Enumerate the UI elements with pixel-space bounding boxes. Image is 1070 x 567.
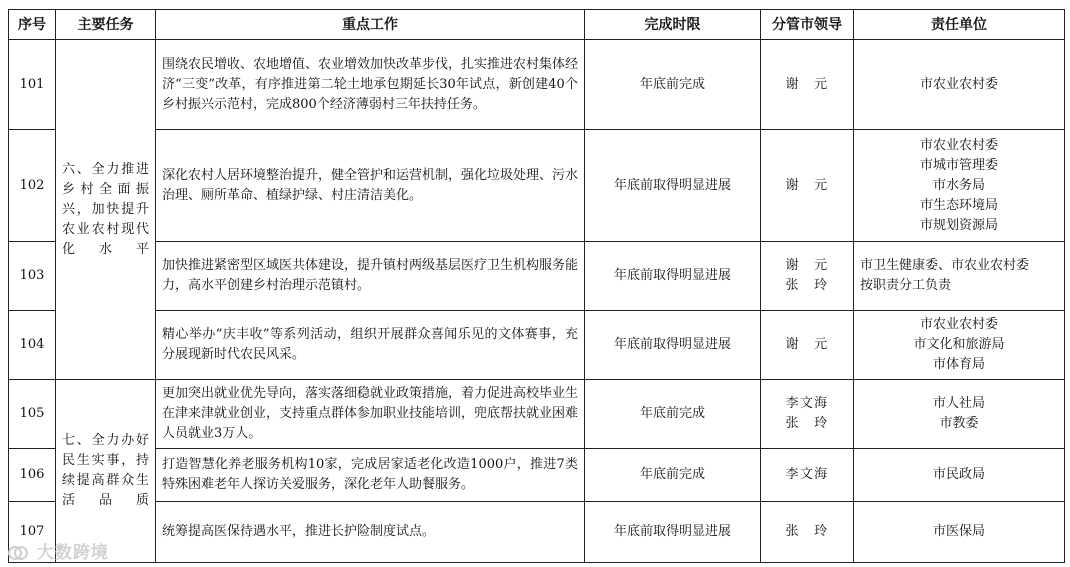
table-row	[9, 449, 1065, 502]
seq-cell: 104	[9, 311, 56, 380]
unit-name: 市民政局	[932, 467, 985, 482]
task-cell: 六、全力推进乡村全面振兴，加快提升农业农村现代化水平	[56, 40, 156, 380]
deadline-cell: 年底前完成	[585, 40, 761, 130]
unit-name: 市水务局	[932, 177, 985, 193]
header-unit: 责任单位	[854, 10, 1065, 40]
seq-cell: 102	[9, 130, 56, 242]
leader-cell	[761, 242, 854, 311]
unit-name: 市教委	[939, 416, 979, 431]
deadline-cell: 年底前取得明显进展	[585, 311, 761, 380]
unit-cell	[854, 311, 1065, 380]
deadline-cell: 年底前取得明显进展	[585, 242, 761, 311]
unit-name: 市农业农村委	[919, 76, 998, 92]
deadline-cell: 年底前取得明显进展	[585, 130, 761, 242]
watermark-text: 大数跨境	[36, 543, 109, 563]
unit-cell	[854, 40, 1065, 130]
work-cell: 更加突出就业优先导向，落实落细稳就业政策措施，着力促进高校毕业生在津来津就业创业，支持重点群体参加职业技能培训，兜底帮扶就业困难人员就业3万人。	[156, 380, 585, 449]
leader-name: 张 玲	[785, 416, 829, 431]
header-task: 主要任务	[56, 10, 156, 40]
header-seq: 序号	[9, 10, 56, 40]
leader-cell	[761, 311, 854, 380]
deadline-cell: 年底前完成	[585, 449, 761, 502]
deadline-cell: 年底前完成	[585, 380, 761, 449]
unit-name: 市城市管理委	[919, 157, 998, 173]
unit-cell	[854, 502, 1065, 563]
unit-cell	[854, 242, 1065, 311]
leader-name: 谢 元	[785, 76, 829, 92]
work-cell: 打造智慧化养老服务机构10家，完成居家适老化改造1000户，推进7类特殊困难老年人探访关爱服务，深化老年人助餐服务。	[156, 449, 585, 502]
table-row	[9, 242, 1065, 311]
table-row	[9, 40, 1065, 130]
table-row	[9, 311, 1065, 380]
unit-name: 市农业农村委	[919, 317, 998, 332]
seq-cell: 101	[9, 40, 56, 130]
leader-name: 谢 元	[785, 258, 829, 273]
header-row	[9, 10, 1065, 40]
leader-name: 李文海	[785, 396, 829, 411]
watermark-logo-icon	[8, 544, 28, 562]
unit-name: 市生态环境局	[919, 197, 998, 213]
leader-cell	[761, 449, 854, 502]
work-cell: 精心举办“庆丰收”等系列活动，组织开展群众喜闻乐见的文体赛事，充分展现新时代农民风采。	[156, 311, 585, 380]
work-cell: 统筹提高医保待遇水平，推进长护险制度试点。	[156, 502, 585, 563]
leader-name: 张 玲	[785, 524, 829, 539]
seq-cell: 103	[9, 242, 56, 311]
task-table	[8, 9, 1065, 563]
unit-name: 市规划资源局	[919, 217, 998, 233]
unit-name: 市医保局	[932, 524, 985, 539]
seq-cell: 105	[9, 380, 56, 449]
header-deadline: 完成时限	[585, 10, 761, 40]
unit-name: 市农业农村委	[919, 137, 998, 153]
leader-cell	[761, 502, 854, 563]
leader-cell	[761, 380, 854, 449]
leader-name: 谢 元	[785, 337, 829, 352]
unit-name: 市文化和旅游局	[913, 337, 1005, 352]
unit-cell	[854, 130, 1065, 242]
header-work: 重点工作	[156, 10, 585, 40]
leader-name: 谢 元	[785, 177, 829, 193]
leader-name: 李文海	[785, 467, 829, 482]
work-cell: 围绕农民增收、农地增值、农业增效加快改革步伐，扎实推进农村集体经济“三变”改革，有序推进第二轮土地承包期延长30年试点，新创建40个乡村振兴示范村，完成800个经济薄弱村三年扶持任务。	[156, 40, 585, 130]
work-cell: 深化农村人居环境整治提升，健全管护和运营机制，强化垃圾处理、污水治理、厕所革命、植绿护绿、村庄清洁美化。	[156, 130, 585, 242]
leader-cell	[761, 40, 854, 130]
unit-name: 市人社局	[932, 396, 985, 411]
table-row	[9, 380, 1065, 449]
deadline-cell: 年底前取得明显进展	[585, 502, 761, 563]
unit-name: 市卫生健康委、市农业农村委	[860, 258, 1030, 273]
watermark	[8, 538, 109, 563]
seq-cell: 106	[9, 449, 56, 502]
work-cell: 加快推进紧密型区域医共体建设，提升镇村两级基层医疗卫生机构服务能力，高水平创建乡村治理示范镇村。	[156, 242, 585, 311]
table-row	[9, 130, 1065, 242]
seq-cell: 107	[9, 502, 56, 563]
unit-name: 市体育局	[932, 357, 985, 372]
task-cell: 七、全力办好民生实事，持续提高群众生活品质	[56, 380, 156, 563]
table-row	[9, 502, 1065, 563]
unit-cell	[854, 449, 1065, 502]
unit-name: 按职责分工负责	[860, 278, 952, 293]
leader-cell	[761, 130, 854, 242]
unit-cell	[854, 380, 1065, 449]
header-leader: 分管市领导	[761, 10, 854, 40]
leader-name: 张 玲	[785, 278, 829, 293]
